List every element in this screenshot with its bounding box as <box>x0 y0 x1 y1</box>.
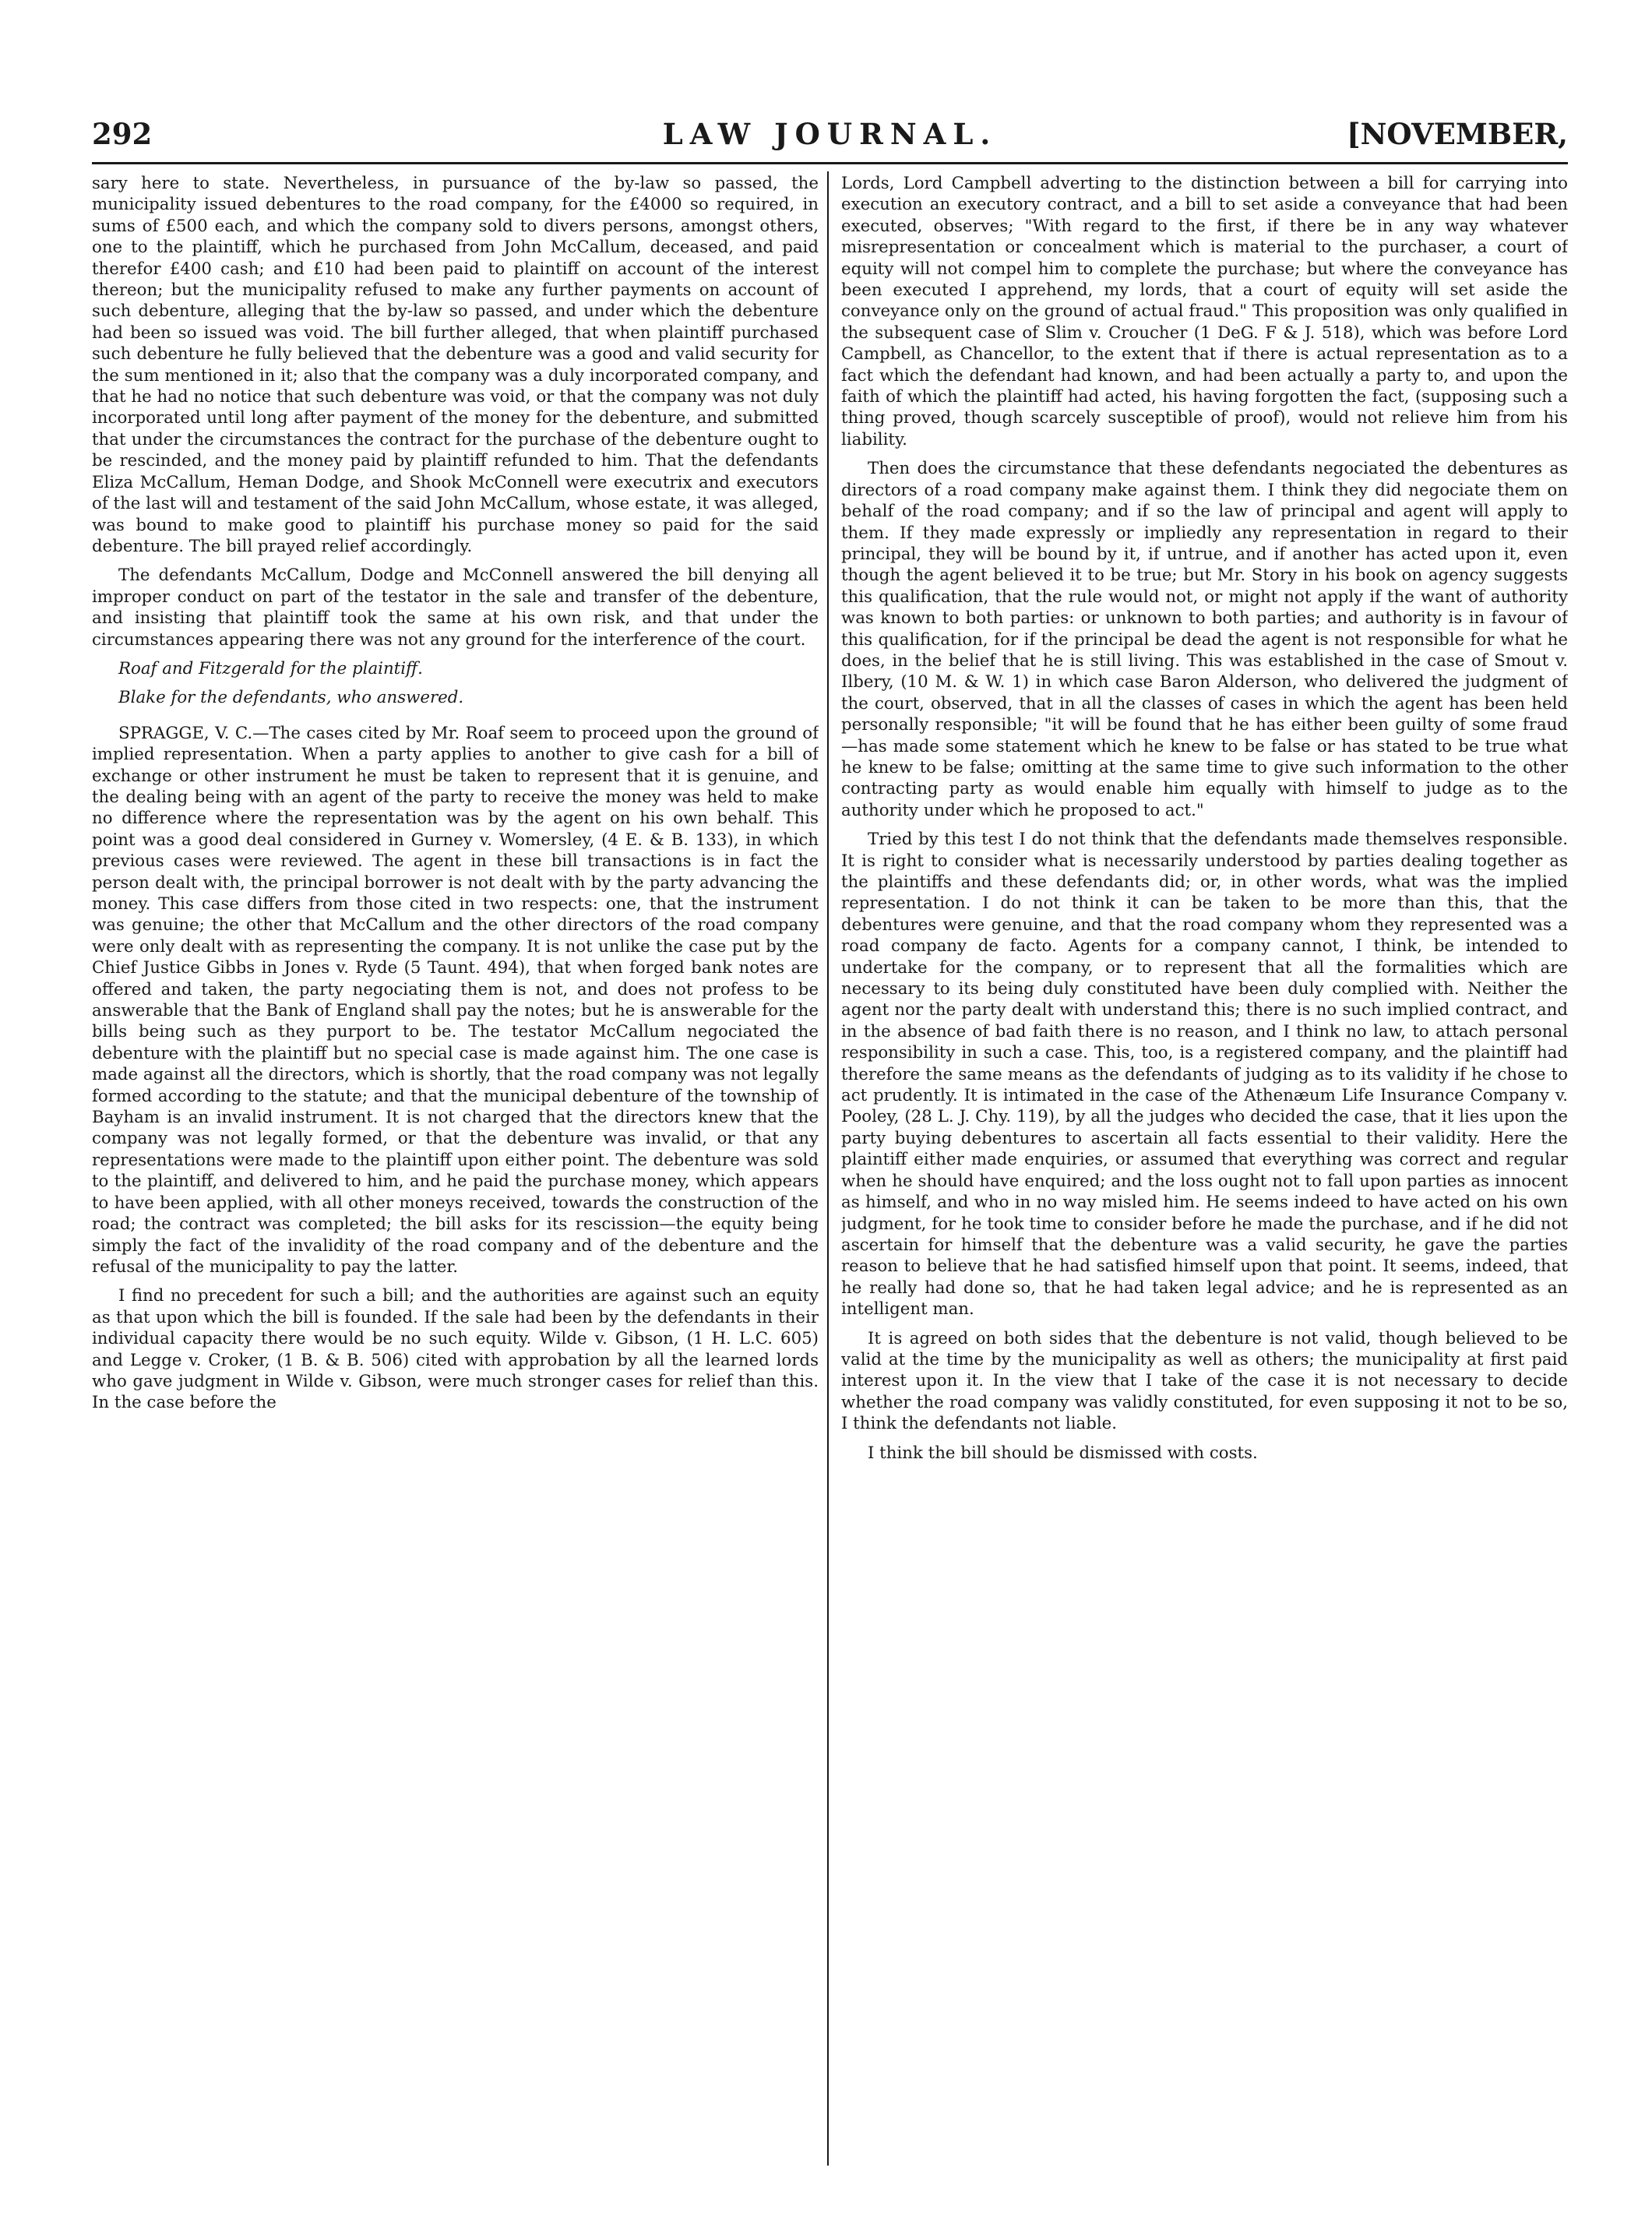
paragraph-bill-allegations: sary here to state. Nevertheless, in pursuance of the by-law so passed, the municipality issued debentures to the road company, for the £4000 so required, in sums of £500 each, and which the company sold to divers persons, amongst others, one to the plaintiff, which he purchased from John McCallum, deceased, and paid therefor £400 cash; and £10 had been paid to plaintiff on account of the interest thereon; but the municipality refused to make any further payments on account of such debenture, alleging that the by-law so passed, and under which the debenture had been so issued was void. The bill further alleged, that when plaintiff purchased such debenture he fully believed that the debenture was a good and valid security for the sum mentioned in it; also that the company was a duly incorporated company, and that he had no notice that such debenture was void, or that the company was not duly incorporated until long after payment of the money for the debenture, and submitted that under the circumstances the contract for the purchase of the debenture ought to be rescinded, and the money paid by plaintiff refunded to him. That the defendants Eliza McCallum, Heman Dodge, and Shook McConnell were executrix and executors of the last will and testament of the said John McCallum, whose estate, it was alleged, was bound to make good to plaintiff his purchase money so paid for the said debenture. The bill prayed relief accordingly. <box>92 174 819 556</box>
counsel-defendants: Blake for the defendants, who answered. <box>118 688 464 708</box>
paragraph-tried-by-test: Tried by this test I do not think that the defendants made themselves responsible. It is right to consider what is necessarily understood by parties dealing together as the plaintiffs and these defendants did; or, in other words, what was the implied representation. I do not think it can be taken to be more than this, that the debentures were genuine, and that the road company whom they represented was a road company de facto. Agents for a company cannot, I think, be intended to undertake for the company, or to represent that all the formalities which are necessary to its being duly constituted have been duly complied with. Neither the agent nor the party dealt with understand this; there is no such implied contract, and in the absence of bad faith there is no reason, and I think no law, to attach personal responsibility in such a case. This, too, is a registered company, and the plaintiff had therefore the same means as the defendants of judging as to its validity if he chose to act prudently. It is intimated in the case of the Athenæum Life Insurance Company v. Pooley, (28 L. J. Chy. 119), by all the judges who decided the case, that it lies upon the party buying debentures to ascertain all facts essential to their validity. Here the plaintiff either made enquiries, or assumed that everything was correct and regular when he should have enquired; and the loss ought not to fall upon parties as innocent as himself, and who in no way misled him. He seems indeed to have acted on his own judgment, for he took time to consider before he made the purchase, and if he did not ascertain for himself that the debenture was a valid security, he gave the parties reason to believe that he had satisfied himself upon that point. It seems, indeed, that he really had done so, that he had taken legal advice; and he is represented as an intelligent man. <box>841 830 1568 1320</box>
paragraph-lord-campbell: Lords, Lord Campbell adverting to the distinction between a bill for carrying into execution an executory contract, and a bill to set aside a conveyance that had been executed, observes; "With regard to the first, if there be in any way whatever misrepresentation or concealment which is material to the purchaser, a court of equity will not compel him to complete the purchase; but where the conveyance has been executed I apprehend, my lords, that a court of equity will set aside the conveyance only on the ground of actual fraud." This proposition was only qualified in the subsequent case of Slim v. Croucher (1 DeG. F & J. 518), which was before Lord Campbell, as Chancellor, to the extent that if there is actual representation as to a fact which the defendant had known, and had been actually a party to, and upon the faith of which the plaintiff had acted, his having forgotten the fact, (supposing such a thing proved, though scarcely susceptible of proof), would not relieve him from his liability. <box>841 174 1568 449</box>
counsel-plaintiff: Roaf and Fitzgerald for the plaintiff. <box>118 658 423 678</box>
page-number: 292 <box>92 117 153 151</box>
column-divider <box>827 171 829 2166</box>
paragraph-dismissed-with-costs: I think the bill should be dismissed with costs. <box>868 1443 1258 1463</box>
paragraph-debenture-not-valid: It is agreed on both sides that the debenture is not valid, though believed to be valid at the time by the municipality as well as others; the municipality at first paid interest upon it. In the view that I take of the case it is not necessary to decide whether the road company was validly constituted, for even supposing it not to be so, I think the defendants not liable. <box>841 1328 1568 1434</box>
paragraph-judgment-opening: SPRAGGE, V. C.—The cases cited by Mr. Roaf seem to proceed upon the ground of implied representation. When a party applies to another to give cash for a bill of exchange or other instrument he must be taken to represent that it is genuine, and the dealing being with an agent of the party to receive the money was held to make no difference where the representation was by the agent on his own behalf. This point was a good deal considered in Gurney v. Womersley, (4 E. & B. 133), in which previous cases were reviewed. The agent in these bill transactions is in fact the person dealt with, the principal borrower is not dealt with by the party advancing the money. This case differs from those cited in two respects: one, that the instrument was genuine; the other that McCallum and the other directors of the road company were only dealt with as representing the company. It is not unlike the case put by the Chief Justice Gibbs in Jones v. Ryde (5 Taunt. 494), that when forged bank notes are offered and taken, the party negociating them is not, and does not profess to be answerable that the Bank of England shall pay the notes; but he is answerable for the bills being such as they purport to be. The testator McCallum negociated the debenture with the plaintiff but no special case is made against him. The one case is made against all the directors, which is shortly, that the road company was not legally formed according to the statute; and that the municipal debenture of the township of Bayham is an invalid instrument. It is not charged that the directors knew that the company was not legally formed, or that the debenture was invalid, or that any representations were made to the plaintiff upon either point. The debenture was sold to the plaintiff, and delivered to him, and he paid the purchase money, which appears to have been applied, with all other moneys received, towards the construction of the road; the contract was completed; the bill asks for its rescission—the equity being simply the fact of the invalidity of the road company and of the debenture and the refusal of the municipality to pay the latter. <box>92 723 819 1277</box>
paragraph-principal-agent: Then does the circumstance that these defendants negociated the debentures as directors of a road company make against them. I think they did negociate them on behalf of the road company; and if so the law of principal and agent will apply to them. If they made expressly or impliedly any representation in regard to their principal, they will be bound by it, if untrue, and if another has acted upon it, even though the agent believed it to be true; but Mr. Story in his book on agency suggests this qualification, that the rule would not, or might not apply if the want of authority was known to both parties: or unknown to both parties; and authority is in favour of this qualification, for if the principal be dead the agent is not responsible for what he does, in the belief that he is still living. This was established in the case of Smout v. Ilbery, (10 M. & W. 1) in which case Baron Alderson, who delivered the judgment of the court, observed, that in all the classes of cases in which the agent has been held personally responsible; "it will be found that he has either been guilty of some fraud—has made some statement which he knew to be false or has stated to be true what he knew to be false; omitting at the same time to give such information to the other contracting party as would enable him equally with himself to judge as to the authority under which he proposed to act." <box>841 459 1568 820</box>
paragraph-no-precedent: I find no precedent for such a bill; and the authorities are against such an equity as that upon which the bill is founded. If the sale had been by the defendants in their individual capacity there would be no such equity. Wilde v. Gibson, (1 H. L.C. 605) and Legge v. Croker, (1 B. & B. 506) cited with approbation by all the learned lords who gave judgment in Wilde v. Gibson, were much stronger cases for relief than this. In the case before the <box>92 1286 819 1413</box>
header-month: [NOVEMBER, <box>1347 117 1568 151</box>
header-rule <box>92 162 1568 164</box>
journal-title: LAW JOURNAL. <box>662 117 998 151</box>
paragraph-defendants-answer: The defendants McCallum, Dodge and McConnell answered the bill denying all improper conduct on part of the testator in the sale and transfer of the debenture, and insisting that plaintiff took the same at his own risk, and that under the circumstances appearing there was not any ground for the interference of the court. <box>92 566 819 650</box>
left-column <box>92 173 819 2159</box>
right-column <box>841 173 1568 2159</box>
